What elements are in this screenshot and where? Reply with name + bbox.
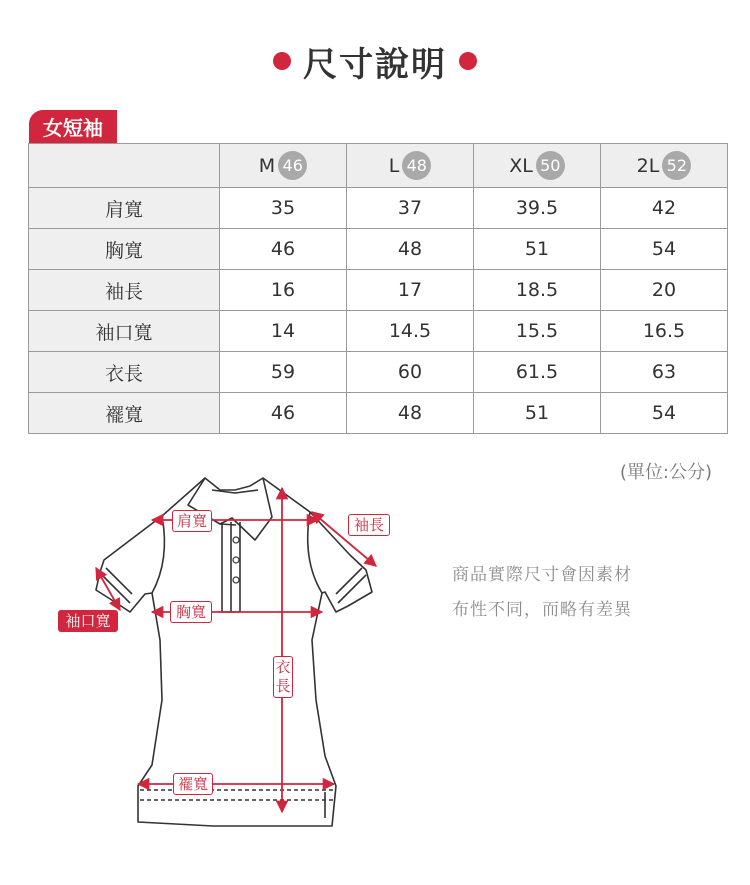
label-shoulder: 肩寬 xyxy=(172,510,212,532)
table-row xyxy=(29,393,728,434)
table-row xyxy=(29,352,728,393)
size-label: M xyxy=(258,154,276,177)
size-number-badge: 50 xyxy=(536,151,565,180)
table-row xyxy=(29,229,728,270)
title-right-dot xyxy=(459,52,477,70)
label-chest: 胸寬 xyxy=(170,601,212,623)
table-cell: 15.5 xyxy=(474,311,601,352)
table-cell: 18.5 xyxy=(474,270,601,311)
table-cell: 14.5 xyxy=(347,311,474,352)
size-table xyxy=(28,143,728,434)
label-hem: 襬寬 xyxy=(173,773,213,795)
table-cell: 48 xyxy=(347,393,474,434)
table-cell: 63 xyxy=(601,352,728,393)
table-cell: 51 xyxy=(474,229,601,270)
table-cell: 59 xyxy=(220,352,347,393)
table-row xyxy=(29,311,728,352)
table-cell: 35 xyxy=(220,188,347,229)
table-cell: 20 xyxy=(601,270,728,311)
shirt-outline xyxy=(96,478,372,826)
table-cell: 14 xyxy=(220,311,347,352)
table-cell: 37 xyxy=(347,188,474,229)
label-cuff-width: 袖口寬 xyxy=(58,610,118,632)
table-cell: 48 xyxy=(347,229,474,270)
row-label: 袖口寬 xyxy=(29,311,220,352)
table-cell: 39.5 xyxy=(474,188,601,229)
header-corner-cell xyxy=(29,144,220,188)
label-sleeve-length: 袖長 xyxy=(348,514,390,536)
table-cell: 16.5 xyxy=(601,311,728,352)
size-label: XL xyxy=(509,154,533,177)
label-length: 衣長 xyxy=(273,656,293,698)
size-col-l xyxy=(347,144,474,188)
page-title xyxy=(0,38,750,84)
row-label: 襬寬 xyxy=(29,393,220,434)
table-cell: 42 xyxy=(601,188,728,229)
placket-buttons xyxy=(233,537,239,583)
table-cell: 60 xyxy=(347,352,474,393)
unit-note: (單位:公分) xyxy=(619,462,712,483)
table-cell: 16 xyxy=(220,270,347,311)
size-label: L xyxy=(388,154,400,177)
table-cell: 54 xyxy=(601,229,728,270)
size-col-m xyxy=(220,144,347,188)
title-left-dot xyxy=(273,52,291,70)
table-row xyxy=(29,188,728,229)
category-tag: 女短袖 xyxy=(29,110,117,143)
table-cell: 61.5 xyxy=(474,352,601,393)
row-label: 衣長 xyxy=(29,352,220,393)
size-col-xl xyxy=(474,144,601,188)
table-cell: 51 xyxy=(474,393,601,434)
size-label: 2L xyxy=(636,154,660,177)
size-number-badge: 46 xyxy=(278,151,307,180)
size-number-badge: 48 xyxy=(402,151,431,180)
table-cell: 46 xyxy=(220,229,347,270)
note-line-2: 布性不同，而略有差異 xyxy=(452,600,632,620)
row-label: 袖長 xyxy=(29,270,220,311)
page-title-text: 尺寸說明 xyxy=(303,44,447,85)
row-label: 胸寬 xyxy=(29,229,220,270)
note-line-1: 商品實際尺寸會因素材 xyxy=(452,565,632,585)
size-header-row xyxy=(29,144,728,188)
row-label: 肩寬 xyxy=(29,188,220,229)
size-col-2l xyxy=(601,144,728,188)
table-cell: 17 xyxy=(347,270,474,311)
size-number-badge: 52 xyxy=(662,151,691,180)
table-cell: 54 xyxy=(601,393,728,434)
table-row xyxy=(29,270,728,311)
table-cell: 46 xyxy=(220,393,347,434)
